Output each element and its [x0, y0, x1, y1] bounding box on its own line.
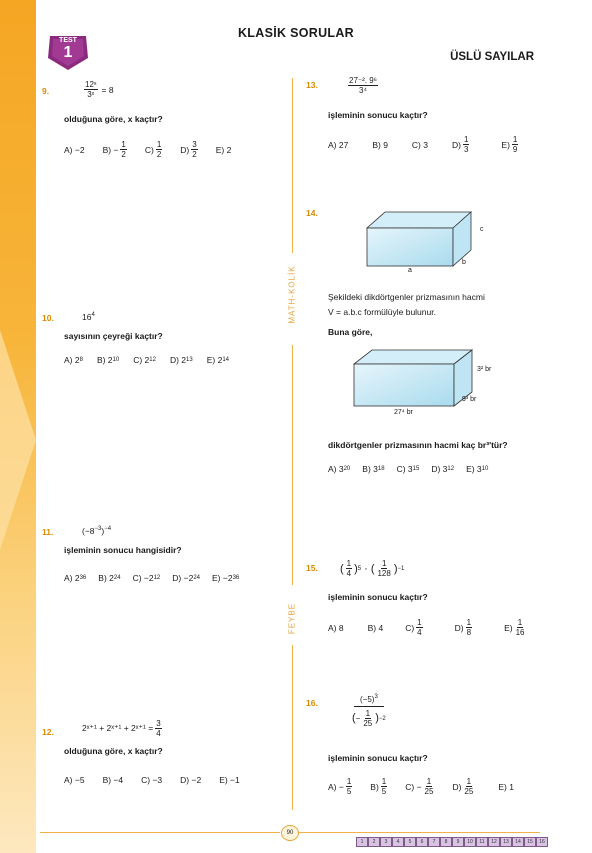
- option-d[interactable]: D) 2 13: [169, 355, 193, 365]
- option-e[interactable]: E) $\frac{1}{9}$: [501, 135, 518, 154]
- question-number: 9.: [42, 86, 50, 96]
- q13-question: işleminin sonucu kaçtır?: [328, 110, 428, 120]
- option-a[interactable]: A) 27: [328, 139, 349, 150]
- option-d[interactable]: D) $\frac{3}{2}$: [180, 140, 197, 159]
- option-a[interactable]: A) 8: [328, 622, 344, 633]
- q10-expression: $16^4$: [82, 312, 95, 322]
- option-b[interactable]: B) 3 18: [362, 464, 385, 474]
- q14-options: [328, 464, 502, 474]
- q16-options: [328, 777, 528, 796]
- answer-cell[interactable]: 9: [452, 837, 464, 847]
- option-d[interactable]: D) $\frac{1}{3}$: [451, 135, 469, 154]
- option-a[interactable]: A) 3 20: [328, 464, 351, 474]
- option-b[interactable]: B) 4: [367, 622, 384, 633]
- test-number: 1: [63, 44, 73, 61]
- answer-cell[interactable]: 5: [404, 837, 416, 847]
- option-d[interactable]: D) −2 24: [172, 573, 200, 583]
- option-b[interactable]: B) − $\frac{1}{2}$: [102, 140, 126, 159]
- prism-figure-1: [355, 208, 505, 283]
- q15-question: işleminin sonucu kaçtır?: [328, 592, 428, 602]
- option-d[interactable]: D) $\frac{1}{8}$: [454, 618, 472, 637]
- side-label-feybe: FEYBE: [287, 602, 297, 635]
- option-c[interactable]: C) 2 12: [133, 355, 156, 365]
- option-c[interactable]: C) − $\frac{1}{25}$: [405, 777, 434, 796]
- answer-grid: [356, 837, 548, 847]
- option-d[interactable]: D) $\frac{1}{25}$: [452, 777, 474, 796]
- q16-expression: $(-5)^3$ ( − $\frac{1}{25}$ ) −2: [352, 694, 386, 728]
- column-divider: [292, 645, 293, 810]
- answer-cell[interactable]: 14: [512, 837, 524, 847]
- answer-cell[interactable]: 4: [392, 837, 404, 847]
- option-a[interactable]: A) 2 8: [64, 355, 83, 365]
- q14-text-3: Buna göre,: [328, 327, 373, 337]
- answer-cell[interactable]: 12: [488, 837, 500, 847]
- q10-question: sayısının çeyreği kaçtır?: [64, 331, 163, 341]
- page-subtitle: ÜSLÜ SAYILAR: [450, 51, 534, 63]
- option-b[interactable]: B) $\frac{1}{5}$: [370, 777, 387, 796]
- q9-question: olduğuna göre, x kaçtır?: [64, 114, 163, 124]
- answer-cell[interactable]: 16: [536, 837, 548, 847]
- option-e[interactable]: E) 3 10: [466, 464, 489, 474]
- answer-cell[interactable]: 7: [428, 837, 440, 847]
- side-label-mathkolik: MATH-KOLİK: [287, 265, 297, 324]
- option-e[interactable]: E) 1: [498, 781, 514, 792]
- q13-expression: $\frac{\text{27⁻². 9⁶}}{\text{3⁴}}$: [349, 76, 377, 95]
- question-number: 10.: [42, 313, 54, 323]
- q13-options: [328, 135, 534, 154]
- prism1-label-a: a: [408, 267, 412, 274]
- option-c[interactable]: C) 3: [411, 139, 428, 150]
- option-a[interactable]: A) −5: [64, 775, 85, 785]
- prism1-label-b: b: [462, 259, 466, 266]
- answer-cell[interactable]: 2: [368, 837, 380, 847]
- option-b[interactable]: B) 2 10: [96, 355, 120, 365]
- question-number: 15.: [306, 563, 318, 573]
- q12-expression: 2ˣ⁺¹ + 2ˣ⁺¹ + 2ˣ⁺¹ = $\frac{3}{4}$: [82, 719, 161, 738]
- page-title: KLASİK SORULAR: [237, 26, 354, 40]
- answer-cell[interactable]: 10: [464, 837, 476, 847]
- option-c[interactable]: C) $\frac{1}{4}$: [405, 618, 422, 637]
- q9-expression: $\frac{\text{12ˣ}}{\text{3ˣ}}$ = 8: [85, 80, 114, 99]
- option-c[interactable]: C) 3 15: [396, 464, 420, 474]
- option-b[interactable]: B) −4: [102, 775, 124, 785]
- side-stripe-accent: [0, 330, 36, 550]
- option-e[interactable]: E) 2 14: [206, 355, 229, 365]
- question-number: 11.: [42, 527, 54, 537]
- prism2-label-width: 27⁴ br: [394, 409, 413, 416]
- option-e[interactable]: E) 2: [215, 144, 232, 155]
- q9-fraction: $\frac{\text{12ˣ}}{\text{3ˣ}}$: [85, 80, 97, 99]
- option-d[interactable]: D) 3 12: [431, 464, 455, 474]
- option-c[interactable]: C) −2 12: [132, 573, 161, 583]
- prism1-label-c: c: [480, 226, 484, 233]
- q11-options: [64, 573, 253, 583]
- column-divider: [292, 345, 293, 585]
- q11-question: işleminin sonucu hangisidir?: [64, 545, 182, 555]
- answer-cell[interactable]: 13: [500, 837, 512, 847]
- question-number: 13.: [306, 80, 318, 90]
- page-number: 90: [281, 825, 299, 841]
- q12-question: olduğuna göre, x kaçtır?: [64, 746, 163, 756]
- option-d[interactable]: D) −2: [180, 775, 202, 785]
- option-e[interactable]: E) −1: [219, 775, 240, 785]
- q10-options: [64, 355, 243, 365]
- option-a[interactable]: A) − $\frac{1}{5}$: [328, 777, 352, 796]
- q12-options: [64, 775, 254, 785]
- q14-text-1: Şekildeki dikdörtgenler prizmasının hacmi: [328, 292, 485, 302]
- option-c[interactable]: C) $\frac{1}{2}$: [144, 140, 162, 159]
- footer-line: [298, 832, 540, 833]
- option-b[interactable]: B) 2 24: [98, 573, 121, 583]
- answer-cell[interactable]: 11: [476, 837, 488, 847]
- option-e[interactable]: E) −2 36: [212, 573, 240, 583]
- prism-figure-2: [350, 348, 480, 410]
- answer-cell[interactable]: 6: [416, 837, 428, 847]
- q9-options: [64, 140, 245, 159]
- column-divider: [292, 78, 293, 253]
- option-e[interactable]: E) $\frac{1}{16}$: [504, 618, 525, 637]
- q15-expression: ( $\frac{1}{4}$ ) 5 · ( $\frac{1}{128}$ ) −1: [340, 559, 405, 578]
- prism2-label-depth: 9³ br: [462, 396, 477, 403]
- prism2-label-height: 3² br: [477, 366, 492, 373]
- answer-cell[interactable]: 1: [356, 837, 368, 847]
- q14-question: dikdörtgenler prizmasının hacmi kaç br³'tür?: [328, 440, 508, 450]
- answer-cell[interactable]: 15: [524, 837, 536, 847]
- answer-cell[interactable]: 8: [440, 837, 452, 847]
- option-c[interactable]: C) −3: [141, 775, 163, 785]
- q16-question: işleminin sonucu kaçtır?: [328, 753, 428, 763]
- q11-expression: $(-8^{-3})^{-4}$: [82, 526, 112, 536]
- q15-options: [328, 618, 541, 637]
- q14-text-2: V = a.b.c formülüyle bulunur.: [328, 307, 436, 317]
- question-number: 14.: [306, 208, 318, 218]
- option-a[interactable]: A) −2: [64, 144, 85, 155]
- option-b[interactable]: B) 9: [372, 139, 388, 150]
- question-number: 12.: [42, 727, 54, 737]
- footer-line: [40, 832, 280, 833]
- answer-cell[interactable]: 3: [380, 837, 392, 847]
- question-number: 16.: [306, 698, 318, 708]
- test-label: TEST: [59, 37, 77, 44]
- option-a[interactable]: A) 2 36: [64, 573, 87, 583]
